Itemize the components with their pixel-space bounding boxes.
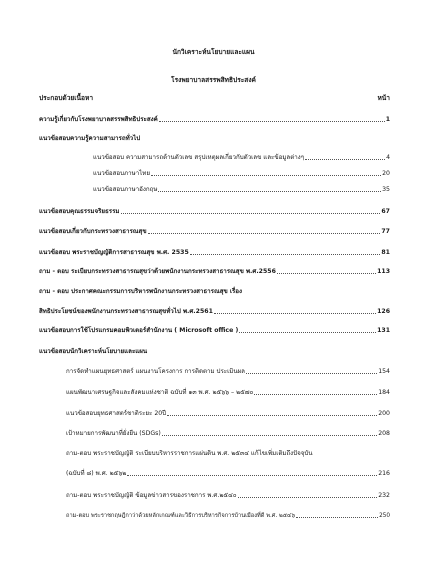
- leader-dots: [296, 517, 378, 518]
- toc-entry-label: ถาม-ตอบ พระราชกฤษฎีกาว่าด้วยหลักเกณฑ์และวิธีการบริหารกิจการบ้านเมืองที่ดี พ.ศ. ๒๕๔๖: [66, 513, 295, 519]
- toc-entry-label: แนวข้อสอบภาษาอังกฤษ: [93, 186, 158, 193]
- toc-entry-page: 67: [381, 208, 390, 215]
- leader-dots: [148, 233, 381, 234]
- toc-entry: [39, 208, 390, 216]
- toc-entry-label: แนวข้อสอบ พระราชบัญญัติการสาธารณสุข พ.ศ. 2535: [39, 249, 189, 256]
- leader-dots: [127, 475, 377, 476]
- leader-dots: [246, 373, 377, 374]
- toc-entry: [39, 228, 390, 236]
- leader-dots: [167, 415, 377, 416]
- leader-dots: [151, 175, 381, 176]
- leader-dots: [121, 213, 381, 214]
- leader-dots: [162, 435, 377, 436]
- toc-entry-page: 208: [378, 430, 390, 437]
- toc-entry-label: แนวข้อสอบภาษาไทย: [93, 170, 150, 177]
- toc-entry: [66, 368, 390, 376]
- toc-entry: [39, 268, 390, 276]
- document-title: นักวิเคราะห์นโยบายและแผน: [172, 48, 255, 56]
- toc-entry: [39, 249, 390, 257]
- toc-entry: [39, 308, 390, 316]
- toc-entry-label: แนวข้อสอบการใช้โปรแกรมคอมพิวเตอร์สำนักงาน ( Microsoft office ): [39, 327, 239, 334]
- toc-entry: [66, 512, 390, 520]
- toc-section-heading: แนวข้อสอบความรู้ความสามารถทั่วไป: [39, 135, 141, 142]
- toc-entry: [39, 327, 390, 335]
- toc-entry-page: 113: [377, 268, 390, 275]
- toc-entry-line: ถาม-ตอบ พระราชบัญญัติ ระเบียบบริหารราชการแผ่นดิน พ.ศ. ๒๕๓๔ แก้ไขเพิ่มเติมถึงปัจจุบัน: [66, 450, 313, 457]
- leader-dots: [158, 191, 381, 192]
- toc-entry-page: 216: [378, 470, 390, 477]
- toc-entry-page: 154: [378, 368, 390, 375]
- toc-section-heading: แนวข้อสอบนักวิเคราะห์นโยบายและแผน: [39, 348, 148, 355]
- leader-dots: [214, 313, 376, 314]
- toc-entry-page: 1: [385, 116, 390, 123]
- toc-entry-label: เป้าหมายการพัฒนาที่ยั่งยืน (SDGs): [66, 430, 161, 437]
- toc-entry: [66, 389, 390, 397]
- document-subtitle: โรงพยาบาลสรรพสิทธิประสงค์: [171, 76, 256, 84]
- toc-entry-page: 250: [379, 513, 390, 519]
- toc-entry: [66, 470, 390, 478]
- contents-label: ประกอบด้วยเนื้อหา: [39, 94, 94, 102]
- toc-entry: [93, 154, 390, 162]
- toc-entry-line: ถาม - ตอบ ประกาศคณะกรรมการบริหารพนักงานกระทรวงสาธารณสุข เรื่อง: [39, 288, 243, 295]
- toc-entry: [39, 116, 390, 124]
- leader-dots: [159, 121, 385, 122]
- toc-entry-label: แนวข้อสอบยุทธศาสตร์ชาติระยะ 20ปี: [66, 410, 167, 417]
- toc-entry-label: การจัดทำแผนยุทธศาสตร์ แผนงานโครงการ การติดตาม ประเมินผล: [66, 368, 245, 375]
- toc-entry-page: 184: [378, 389, 390, 396]
- toc-entry-label: สิทธิประโยชน์ของพนักงานกระทรวงสาธารณสุขทั่วไป พ.ศ.2561: [39, 308, 213, 315]
- toc-entry-page: 126: [377, 308, 390, 315]
- leader-dots: [190, 254, 381, 255]
- toc-entry-page: 131: [377, 327, 390, 334]
- leader-dots: [254, 394, 377, 395]
- leader-dots: [238, 497, 378, 498]
- toc-entry-label: (ฉบับที่ ๘) พ.ศ. ๒๕๖๒: [66, 470, 127, 477]
- toc-entry-label: แนวข้อสอบคุณธรรมจริยธรรม: [39, 208, 120, 215]
- toc-entry-page: 81: [381, 249, 390, 256]
- leader-dots: [277, 273, 376, 274]
- toc-entry: [66, 430, 390, 438]
- toc-entry-page: 35: [382, 186, 390, 193]
- page-column-label: หน้า: [377, 94, 390, 102]
- toc-entry-label: แนวข้อสอบเกี่ยวกับกระทรวงสาธารณสุข: [39, 228, 147, 235]
- toc-entry-label: ความรู้เกี่ยวกับโรงพยาบาลสรรพสิทธิประสงค์: [39, 116, 158, 123]
- toc-entry: [93, 170, 390, 178]
- leader-dots: [305, 159, 385, 160]
- toc-entry-page: 77: [381, 228, 390, 235]
- toc-entry-page: 20: [382, 170, 390, 177]
- toc-entry-label: ถาม-ตอบ พระราชบัญญัติ ข้อมูลข่าวสารของราชการ พ.ศ.๒๕๔๐: [66, 492, 237, 499]
- toc-entry-label: แนวข้อสอบ ความสามารถด้านตัวเลข สรุปเหตุผลเกี่ยวกับตัวเลข และข้อมูลต่างๆ: [93, 154, 305, 161]
- toc-entry-page: 200: [378, 410, 390, 417]
- leader-dots: [239, 332, 376, 333]
- toc-entry: [66, 492, 390, 500]
- toc-entry: [66, 410, 390, 418]
- toc-entry-page: 232: [378, 492, 390, 499]
- toc-entry: [93, 186, 390, 194]
- toc-entry-label: แผนพัฒนาเศรษฐกิจและสังคมแห่งชาติ ฉบับที่ ๑๓ พ.ศ. ๒๕๖๖ – ๒๕๗๐: [66, 389, 254, 396]
- toc-entry-label: ถาม - ตอบ ระเบียบกระทรวงสาธารณสุขว่าด้วยพนักงานกระทรวงสาธารณสุข พ.ศ.2556: [39, 268, 276, 275]
- toc-entry-page: 4: [386, 154, 390, 161]
